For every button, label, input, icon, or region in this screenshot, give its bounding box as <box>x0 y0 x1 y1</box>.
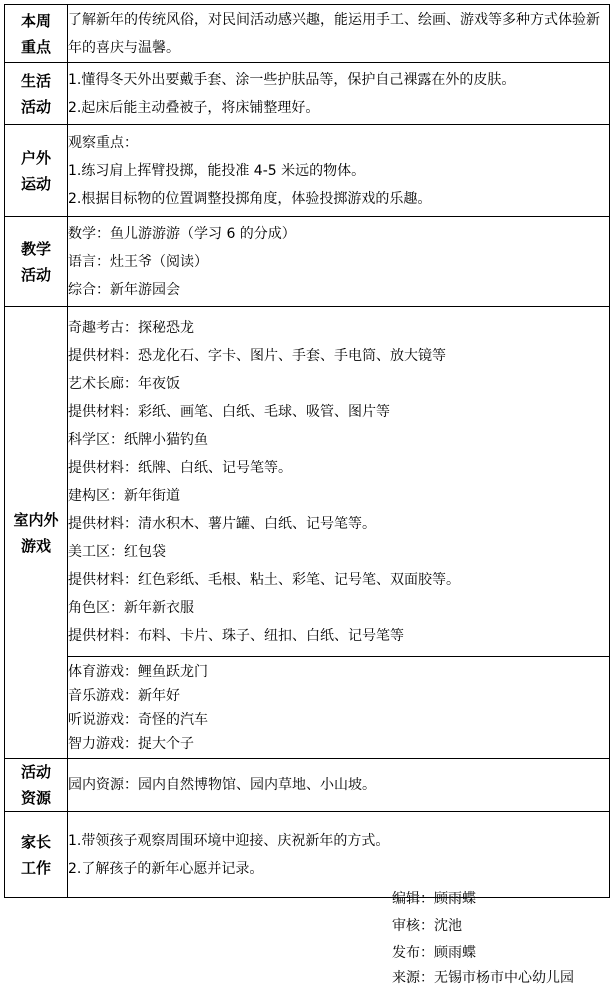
content-line: 1.带领孩子观察周围环境中迎接、庆祝新年的方式。 <box>68 832 390 849</box>
content-teaching <box>68 217 610 307</box>
row-parent-work <box>5 812 610 898</box>
content-daily-life <box>68 63 610 125</box>
content-line: 奇趣考古：探秘恐龙 <box>68 319 194 336</box>
label-daily-life: 生活 活动 <box>5 63 68 125</box>
content-line: 听说游戏：奇怪的汽车 <box>68 711 208 728</box>
content-line: 提供材料：红色彩纸、毛根、粘土、彩笔、记号笔、双面胶等。 <box>68 571 460 588</box>
footer-reviewer: 审核：沈池 <box>392 918 462 934</box>
label-teaching: 教学 活动 <box>5 217 68 307</box>
row-daily-life <box>5 63 610 125</box>
footer-editor: 编辑：顾雨蝶 <box>392 891 476 907</box>
content-line: 观察重点： <box>68 134 138 151</box>
label-weekly-focus: 本周 重点 <box>5 5 68 63</box>
row-weekly-focus <box>5 5 610 63</box>
content-line: 音乐游戏：新年好 <box>68 687 180 704</box>
content-line: 1.懂得冬天外出要戴手套、涂一些护肤品等，保护自己裸露在外的皮肤。 <box>68 71 516 88</box>
content-line: 智力游戏：捉大个子 <box>68 735 194 752</box>
content-line: 美工区：红包袋 <box>68 543 166 560</box>
content-line: 提供材料：彩纸、画笔、白纸、毛球、吸管、图片等 <box>68 403 390 420</box>
weekly-plan-table <box>4 4 610 898</box>
content-line: 提供材料：清水积木、薯片罐、白纸、记号笔等。 <box>68 515 376 532</box>
content-line: 了解新年的传统风俗，对民间活动感兴趣，能运用手工、绘画、游戏等多种方式体验新年的喜庆与温馨。 <box>68 11 600 56</box>
content-line: 语言：灶王爷（阅读） <box>68 253 208 270</box>
content-line: 1.练习肩上挥臂投掷，能投准 4-5 米远的物体。 <box>68 162 366 179</box>
content-line: 2.了解孩子的新年心愿并记录。 <box>68 860 264 877</box>
content-area-games <box>68 307 610 657</box>
label-parent-work: 家长 工作 <box>5 812 68 898</box>
content-resources <box>68 759 610 812</box>
content-line: 综合：新年游园会 <box>68 281 180 298</box>
content-outdoor-sports <box>68 125 610 217</box>
footer-source: 来源：无锡市杨市中心幼儿园 <box>392 970 574 986</box>
row-teaching <box>5 217 610 307</box>
content-line: 艺术长廊：年夜饭 <box>68 375 180 392</box>
content-line: 数学：鱼儿游游游（学习 6 的分成） <box>68 225 296 242</box>
content-weekly-focus <box>68 5 610 63</box>
label-games: 室内外 游戏 <box>5 307 68 759</box>
content-line: 园内资源：园内自然博物馆、园内草地、小山坡。 <box>68 777 376 793</box>
label-resources: 活动 资源 <box>5 759 68 812</box>
footer-publisher: 发布：顾雨蝶 <box>392 945 476 961</box>
content-line: 角色区：新年新衣服 <box>68 599 194 616</box>
content-line: 提供材料：纸牌、白纸、记号笔等。 <box>68 459 292 476</box>
row-outdoor-sports <box>5 125 610 217</box>
content-line: 体育游戏：鲤鱼跃龙门 <box>68 663 208 680</box>
content-group-games <box>68 657 610 759</box>
content-line: 提供材料：布料、卡片、珠子、纽扣、白纸、记号笔等 <box>68 627 404 644</box>
content-line: 科学区：纸牌小猫钓鱼 <box>68 431 208 448</box>
label-outdoor-sports: 户外 运动 <box>5 125 68 217</box>
content-line: 建构区：新年街道 <box>68 487 180 504</box>
row-games-a <box>5 307 610 657</box>
content-line: 2.根据目标物的位置调整投掷角度，体验投掷游戏的乐趣。 <box>68 190 432 207</box>
content-parent-work <box>68 812 610 898</box>
content-line: 提供材料：恐龙化石、字卡、图片、手套、手电筒、放大镜等 <box>68 347 446 364</box>
content-line: 2.起床后能主动叠被子，将床铺整理好。 <box>68 99 320 116</box>
row-resources <box>5 759 610 812</box>
row-games-b <box>5 657 610 759</box>
